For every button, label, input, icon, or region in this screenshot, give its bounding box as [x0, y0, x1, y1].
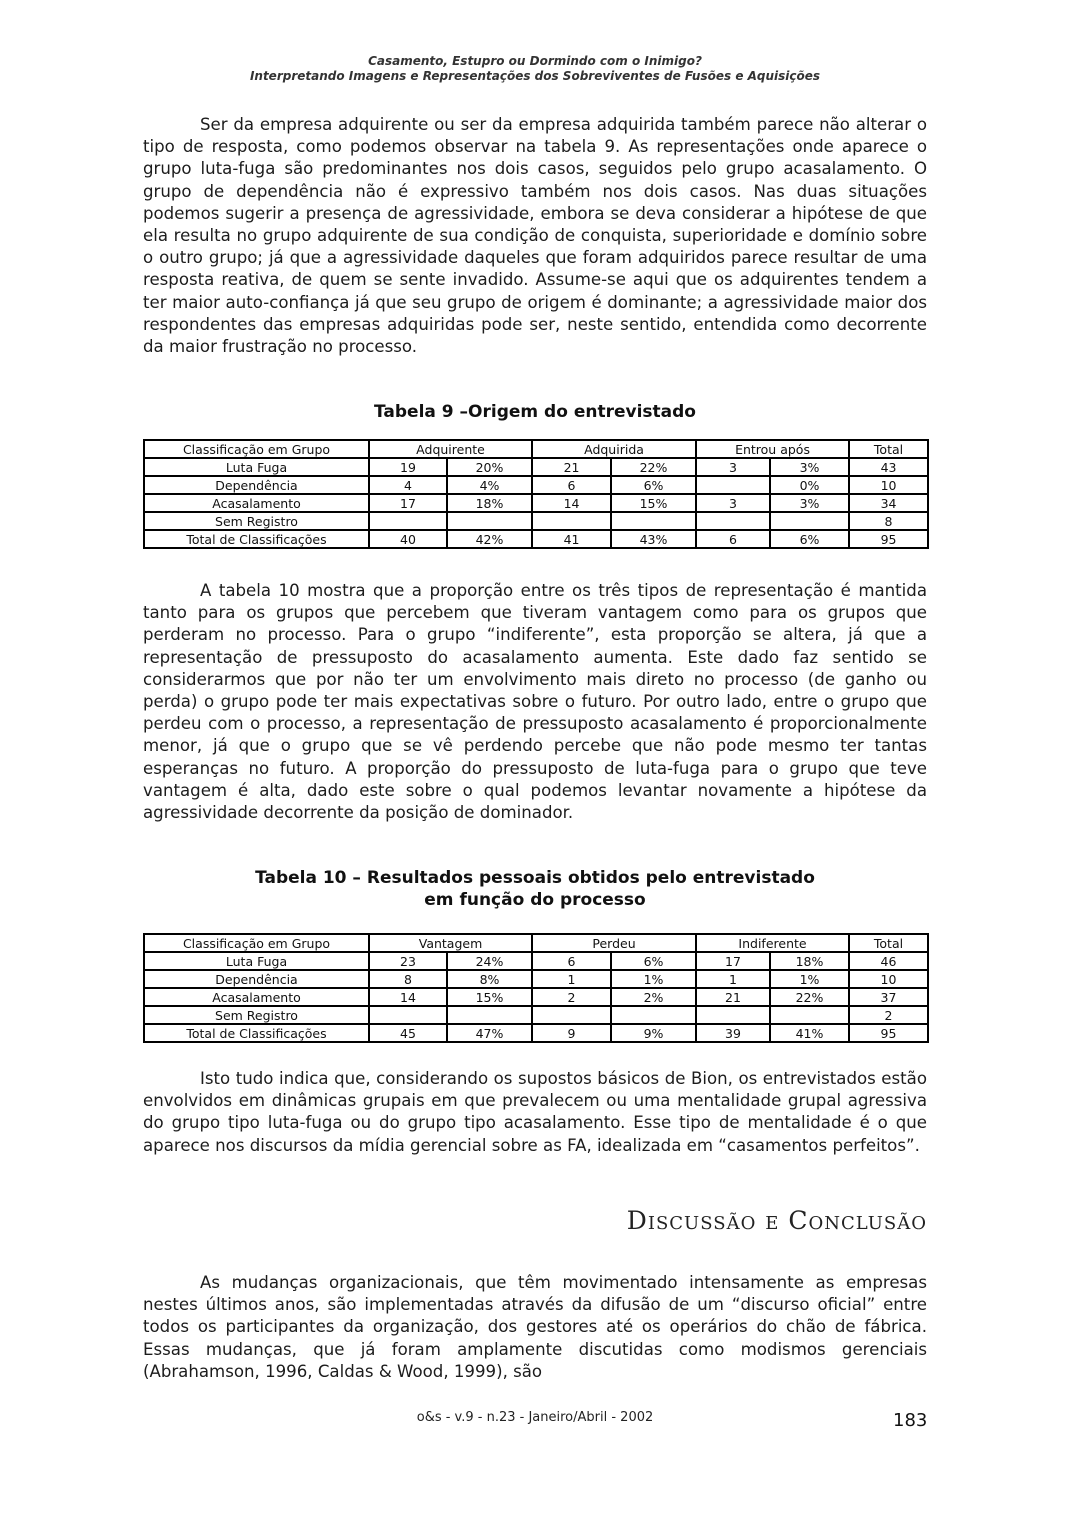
page-number: 183 — [893, 1410, 928, 1431]
table-row — [144, 458, 928, 476]
table-cell: 43% — [611, 530, 696, 548]
table-row — [144, 1024, 928, 1042]
table-cell: 45 — [369, 1024, 447, 1042]
table-cell: 2 — [849, 1006, 928, 1024]
table10-caption-line1: Tabela 10 – Resultados pessoais obtidos pelo entrevistado — [255, 868, 815, 888]
table-cell: 6% — [611, 952, 696, 970]
table-10 — [143, 933, 929, 1043]
table-cell — [447, 1006, 532, 1024]
table9-caption: Tabela 9 –Origem do entrevistado — [374, 402, 696, 422]
table-cell: 6 — [532, 476, 611, 494]
journal-footer: o&s - v.9 - n.23 - Janeiro/Abril - 2002 — [416, 1410, 654, 1425]
header-cell: Entrou após — [696, 440, 849, 458]
table-cell: 4 — [369, 476, 447, 494]
row-label: Total de Classificações — [144, 530, 369, 548]
table-row — [144, 988, 928, 1006]
row-label: Sem Registro — [144, 512, 369, 530]
table-cell: 9 — [532, 1024, 611, 1042]
table-cell: 6 — [532, 952, 611, 970]
row-label: Acasalamento — [144, 494, 369, 512]
table-cell — [770, 1006, 849, 1024]
table-cell: 21 — [532, 458, 611, 476]
row-label: Luta Fuga — [144, 458, 369, 476]
table-row — [144, 494, 928, 512]
table-cell: 1% — [770, 970, 849, 988]
row-label: Sem Registro — [144, 1006, 369, 1024]
table-cell — [611, 1006, 696, 1024]
row-label: Luta Fuga — [144, 952, 369, 970]
table-cell: 9% — [611, 1024, 696, 1042]
table-cell — [532, 512, 611, 530]
table-cell: 6% — [770, 530, 849, 548]
table-cell: 8% — [447, 970, 532, 988]
table-9 — [143, 439, 929, 549]
table-cell: 43 — [849, 458, 928, 476]
table-header-row — [144, 440, 928, 458]
table-cell: 6 — [696, 530, 770, 548]
table-cell: 1 — [532, 970, 611, 988]
table-cell: 37 — [849, 988, 928, 1006]
table-cell: 19 — [369, 458, 447, 476]
paragraph-4: As mudanças organizacionais, que têm movimentado intensamente as empresas nestes últimos anos, são implementadas através da difusão de um “discurso oficial” entre todos os participantes da organização, dos gestores até os operários do chão de fábrica. Essas mudanças, que já foram amplamente discutidas como modismos gerenciais (Abrahamson, 1996, Caldas & Wood, 1999), são — [143, 1273, 927, 1381]
table-cell: 1 — [696, 970, 770, 988]
table-cell: 34 — [849, 494, 928, 512]
table-cell: 15% — [611, 494, 696, 512]
table-cell: 47% — [447, 1024, 532, 1042]
section-heading: Discussão e Conclusão — [626, 1206, 927, 1235]
table-cell: 41% — [770, 1024, 849, 1042]
table-row — [144, 476, 928, 494]
table-cell: 24% — [447, 952, 532, 970]
row-label: Acasalamento — [144, 988, 369, 1006]
table-cell: 3 — [696, 494, 770, 512]
table-cell — [532, 1006, 611, 1024]
row-label: Dependência — [144, 476, 369, 494]
table-cell: 1% — [611, 970, 696, 988]
table-cell: 14 — [532, 494, 611, 512]
table-cell — [447, 512, 532, 530]
paragraph-3: Isto tudo indica que, considerando os supostos básicos de Bion, os entrevistados estão envolvidos em dinâmicas grupais em que prevalecem ou uma mentalidade grupal agressiva do grupo tipo luta-fuga ou do grupo tipo acasalamento. Esse tipo de mentalidade é o que aparece nos discursos da mídia gerencial sobre as FA, idealizada em “casamentos perfeitos”. — [143, 1069, 927, 1155]
table-row — [144, 1006, 928, 1024]
table-cell: 18% — [447, 494, 532, 512]
table-cell: 0% — [770, 476, 849, 494]
table-cell — [369, 512, 447, 530]
table-cell — [696, 476, 770, 494]
table-row — [144, 530, 928, 548]
table-cell: 18% — [770, 952, 849, 970]
table-cell: 6% — [611, 476, 696, 494]
table-cell: 10 — [849, 476, 928, 494]
header-cell: Classificação em Grupo — [144, 440, 369, 458]
table-cell: 17 — [369, 494, 447, 512]
paragraph-2: A tabela 10 mostra que a proporção entre os três tipos de representação é mantida tanto para os grupos que percebem que tiveram vantagem como para os grupos que perderam no processo. Para o grupo “indiferente”, esta proporção se altera, já que a representação de pressuposto do acasalamento aumenta. Este dado faz sentido se considerarmos que por não ter um envolvimento mais direto no processo (de ganho ou perda) o grupo pode ter mais expectativas sobre o futuro. Por outro lado, entre o grupo que perdeu com o processo, a representação de pressuposto acasalamento é proporcionalmente menor, já que o grupo que se vê perdendo percebe que não pode mesmo ter tantas esperanças no futuro. A proporção do pressuposto de luta-fuga para o grupo que teve vantagem é alta, dado este sobre o qual podemos levantar novamente a hipótese da agressividade decorrente da posição de dominador. — [143, 581, 927, 823]
table-cell: 14 — [369, 988, 447, 1006]
table-cell: 42% — [447, 530, 532, 548]
table-cell — [369, 1006, 447, 1024]
table-cell: 22% — [611, 458, 696, 476]
header-cell: Vantagem — [369, 934, 532, 952]
table-cell: 40 — [369, 530, 447, 548]
header-cell: Classificação em Grupo — [144, 934, 369, 952]
table-cell: 10 — [849, 970, 928, 988]
table-cell: 3 — [696, 458, 770, 476]
table-cell: 20% — [447, 458, 532, 476]
table-cell: 3% — [770, 494, 849, 512]
table-cell: 21 — [696, 988, 770, 1006]
table-cell: 95 — [849, 530, 928, 548]
table-cell — [770, 512, 849, 530]
header-cell: Total — [849, 440, 928, 458]
table-cell: 41 — [532, 530, 611, 548]
table10-caption-line2: em função do processo — [424, 890, 646, 910]
table-cell: 8 — [849, 512, 928, 530]
table-header-row — [144, 934, 928, 952]
table-cell: 46 — [849, 952, 928, 970]
table-cell: 2 — [532, 988, 611, 1006]
table-row — [144, 512, 928, 530]
row-label: Total de Classificações — [144, 1024, 369, 1042]
row-label: Dependência — [144, 970, 369, 988]
table-cell: 95 — [849, 1024, 928, 1042]
running-header-subtitle: Interpretando Imagens e Representações dos Sobreviventes de Fusões e Aquisições — [249, 69, 821, 83]
table-row — [144, 952, 928, 970]
table-cell: 3% — [770, 458, 849, 476]
running-header-title: Casamento, Estupro ou Dormindo com o Inimigo? — [368, 54, 702, 68]
table-cell: 8 — [369, 970, 447, 988]
table-cell — [611, 512, 696, 530]
table-cell: 39 — [696, 1024, 770, 1042]
header-cell: Adquirente — [369, 440, 532, 458]
table-cell: 4% — [447, 476, 532, 494]
header-cell: Perdeu — [532, 934, 696, 952]
header-cell: Adquirida — [532, 440, 696, 458]
paragraph-1: Ser da empresa adquirente ou ser da empresa adquirida também parece não alterar o tipo de resposta, como podemos observar na tabela 9. As representações onde aparece o grupo luta-fuga são predominantes nos dois casos, seguidos pelo grupo acasalamento. O grupo de dependência não é expressivo também nos dois casos. Nas duas situações podemos sugerir a presença de agressividade, embora se deva considerar a hipótese de que ela resulta no grupo adquirente de sua condição de conquista, superioridade e domínio sobre o outro grupo; já que a agressividade daqueles que foram adquiridos parece resultar de uma resposta reativa, de quem se sente invadido. Assume-se aqui que os adquirentes tendem a ter maior auto-confiança já que seu grupo de origem é dominante; a agressividade maior dos respondentes das empresas adquiridas pode ser, neste sentido, entendida como decorrente da maior frustração no processo. — [143, 115, 927, 357]
header-cell: Indiferente — [696, 934, 849, 952]
header-cell: Total — [849, 934, 928, 952]
table-cell: 15% — [447, 988, 532, 1006]
table-cell — [696, 512, 770, 530]
table-cell: 2% — [611, 988, 696, 1006]
table-cell: 22% — [770, 988, 849, 1006]
table-cell: 17 — [696, 952, 770, 970]
table-cell — [696, 1006, 770, 1024]
table-cell: 23 — [369, 952, 447, 970]
table-row — [144, 970, 928, 988]
